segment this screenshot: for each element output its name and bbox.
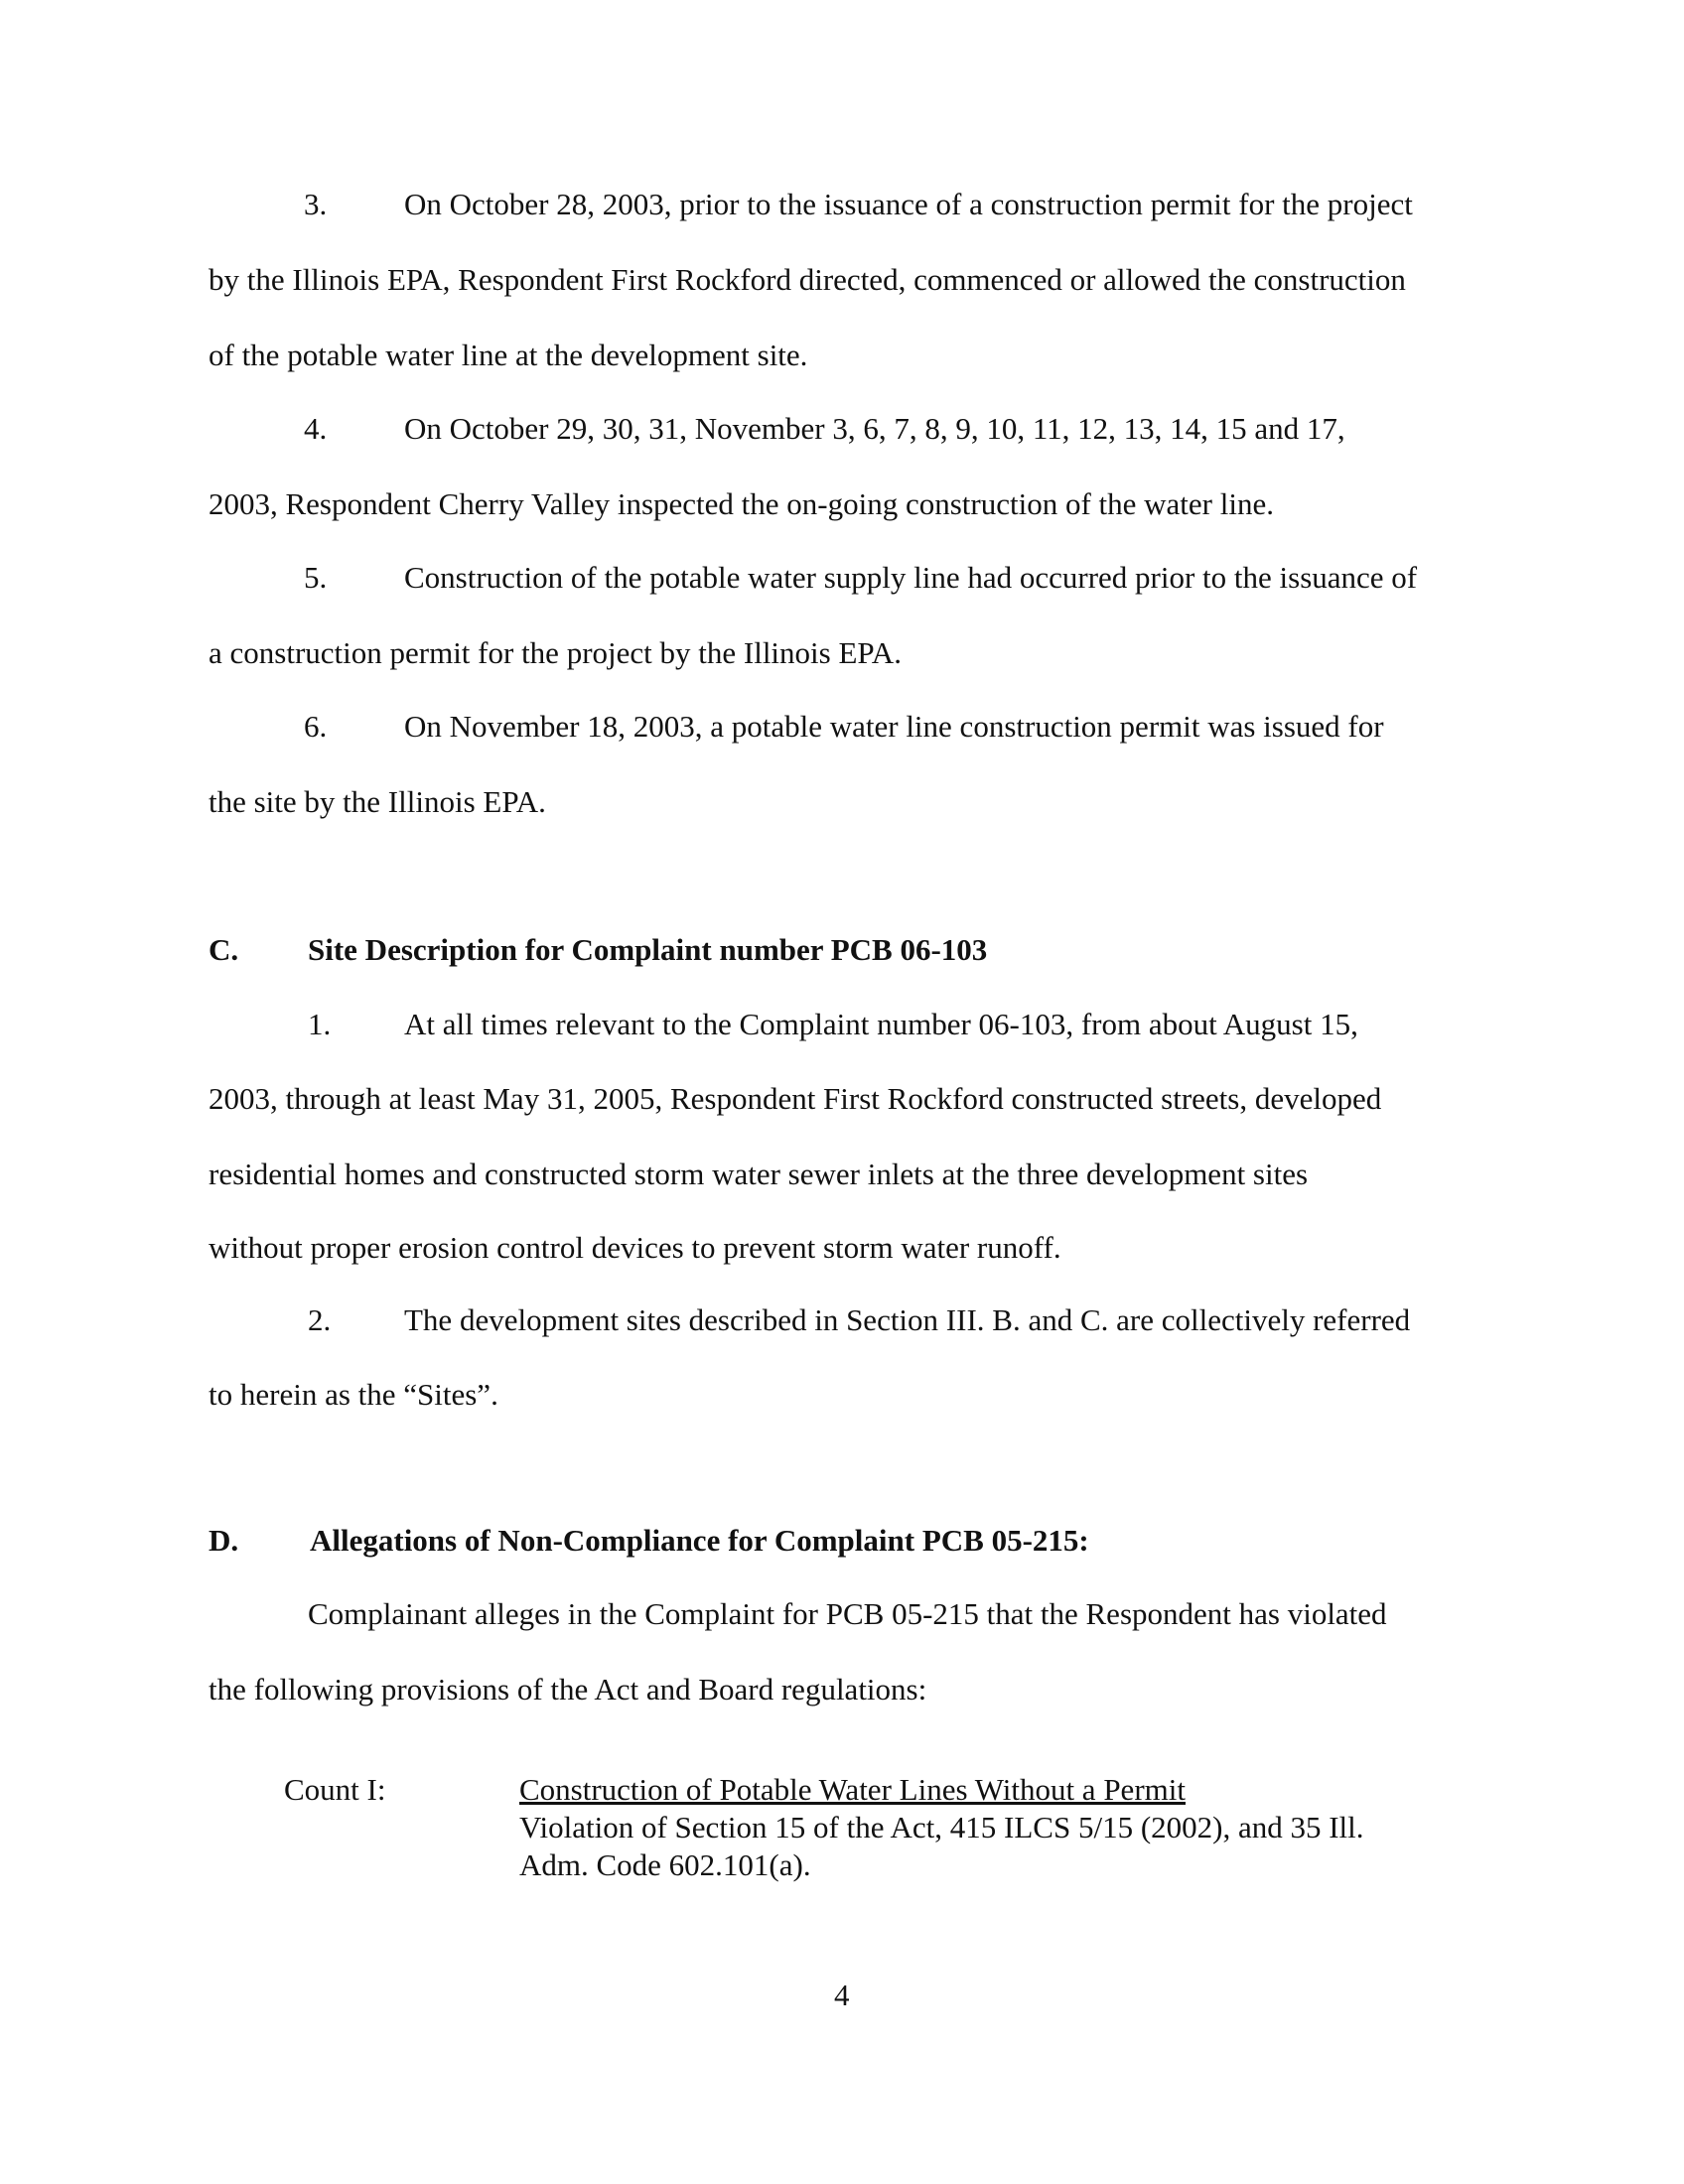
- section-c-paragraph-1-line-3: residential homes and constructed storm water sewer inlets at the three development sites: [209, 1157, 1309, 1191]
- paragraph-6-number: 6.: [304, 709, 328, 744]
- section-c-paragraph-1-line-4: without proper erosion control devices to prevent storm water runoff.: [209, 1230, 1061, 1265]
- page-number: 4: [834, 1978, 850, 2012]
- section-c-paragraph-1-line-1: At all times relevant to the Complaint number 06-103, from about August 15,: [404, 1007, 1358, 1041]
- paragraph-5-line-2: a construction permit for the project by the Illinois EPA.: [209, 635, 902, 670]
- section-d-intro-line-1: Complainant alleges in the Complaint for PCB 05-215 that the Respondent has violated: [308, 1596, 1387, 1631]
- section-c-paragraph-1-line-2: 2003, through at least May 31, 2005, Respondent First Rockford constructed streets, developed: [209, 1081, 1382, 1116]
- paragraph-6-line-1: On November 18, 2003, a potable water line construction permit was issued for: [404, 709, 1384, 744]
- section-d-letter: D.: [209, 1523, 239, 1558]
- section-d-intro-line-2: the following provisions of the Act and Board regulations:: [209, 1672, 927, 1706]
- section-c-letter: C.: [209, 932, 239, 967]
- count-1-title: Construction of Potable Water Lines Without a Permit: [519, 1772, 1186, 1807]
- paragraph-3-line-2: by the Illinois EPA, Respondent First Rockford directed, commenced or allowed the construction: [209, 262, 1406, 297]
- section-c-paragraph-2-line-1: The development sites described in Section III. B. and C. are collectively referred: [404, 1302, 1411, 1337]
- section-c-paragraph-2-line-2: to herein as the “Sites”.: [209, 1377, 498, 1412]
- paragraph-3-line-1: On October 28, 2003, prior to the issuance of a construction permit for the project: [404, 187, 1413, 221]
- section-c-paragraph-2-number: 2.: [308, 1302, 332, 1337]
- paragraph-3-number: 3.: [304, 187, 328, 221]
- count-1-line-1: Violation of Section 15 of the Act, 415 ILCS 5/15 (2002), and 35 Ill.: [519, 1810, 1364, 1844]
- paragraph-6-line-2: the site by the Illinois EPA.: [209, 784, 546, 819]
- section-c-paragraph-1-number: 1.: [308, 1007, 332, 1041]
- section-d-title: Allegations of Non-Compliance for Complaint PCB 05-215:: [310, 1523, 1089, 1558]
- count-1-label: Count I:: [284, 1772, 386, 1807]
- paragraph-5-number: 5.: [304, 560, 328, 595]
- section-c-title: Site Description for Complaint number PCB 06-103: [308, 932, 988, 967]
- count-1-line-2: Adm. Code 602.101(a).: [519, 1847, 811, 1882]
- paragraph-5-line-1: Construction of the potable water supply line had occurred prior to the issuance of: [404, 560, 1418, 595]
- paragraph-3-line-3: of the potable water line at the development site.: [209, 338, 808, 372]
- paragraph-4-number: 4.: [304, 411, 328, 446]
- paragraph-4-line-1: On October 29, 30, 31, November 3, 6, 7, 8, 9, 10, 11, 12, 13, 14, 15 and 17,: [404, 411, 1345, 446]
- paragraph-4-line-2: 2003, Respondent Cherry Valley inspected the on-going construction of the water line.: [209, 486, 1274, 521]
